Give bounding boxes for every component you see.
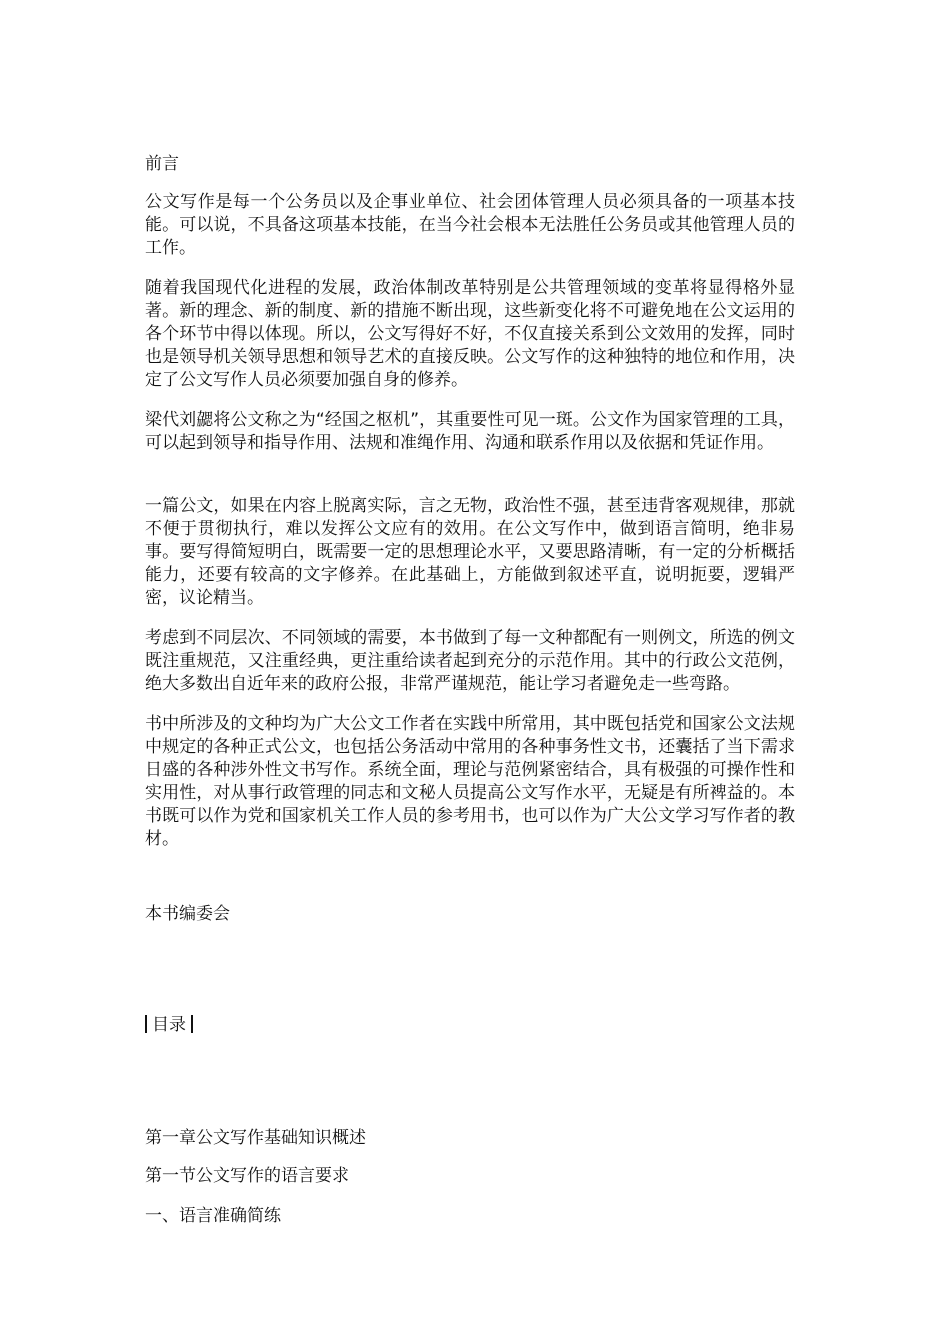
preface-title: 前言 bbox=[145, 154, 179, 174]
preface-paragraph-4: 一篇公文，如果在内容上脱离实际，言之无物，政治性不强，甚至违背客观规律，那就不便于贯彻执行，难以发挥公文应有的效用。在公文写作中，做到语言简明，绝非易事。要写得简短明白，既需要一定的思想理论水平，又要思路清晰，有一定的分析概括能力，还要有较高的文字修养。在此基础上，方能做到叙述平直，说明扼要，逻辑严密，议论精当。 bbox=[145, 496, 795, 608]
section-title: 第一节公文写作的语言要求 bbox=[145, 1166, 349, 1186]
preface-paragraph-3: 梁代刘勰将公文称之为“经国之枢机”，其重要性可见一斑。公文作为国家管理的工具，可以起到领导和指导作用、法规和准绳作用、沟通和联系作用以及依据和凭证作用。 bbox=[145, 410, 795, 453]
toc-label: 目录 bbox=[152, 1015, 186, 1035]
preface-paragraph-5: 考虑到不同层次、不同领域的需要，本书做到了每一文种都配有一则例文，所选的例文既注重规范，又注重经典，更注重给读者起到充分的示范作用。其中的行政公文范例，绝大多数出自近年来的政府公报，非常严谨规范，能让学习者避免走一些弯路。 bbox=[145, 628, 795, 694]
toc-left-bar bbox=[145, 1015, 147, 1033]
editorial-board-signature: 本书编委会 bbox=[145, 904, 230, 924]
toc-right-bar bbox=[191, 1015, 193, 1033]
chapter-title: 第一章公文写作基础知识概述 bbox=[145, 1128, 366, 1148]
subsection-title: 一、语言准确简练 bbox=[145, 1206, 281, 1226]
preface-paragraph-2: 随着我国现代化进程的发展，政治体制改革特别是公共管理领域的变革将显得格外显著。新的理念、新的制度、新的措施不断出现，这些新变化将不可避免地在公文运用的各个环节中得以体现。所以，公文写得好不好，不仅直接关系到公文效用的发挥，同时也是领导机关领导思想和领导艺术的直接反映。公文写作的这种独特的地位和作用，决定了公文写作人员必须要加强自身的修养。 bbox=[145, 278, 795, 390]
preface-paragraph-1: 公文写作是每一个公务员以及企事业单位、社会团体管理人员必须具备的一项基本技能。可以说，不具备这项基本技能，在当今社会根本无法胜任公务员或其他管理人员的工作。 bbox=[145, 192, 795, 258]
preface-paragraph-6: 书中所涉及的文种均为广大公文工作者在实践中所常用，其中既包括党和国家公文法规中规定的各种正式公文，也包括公务活动中常用的各种事务性文书，还囊括了当下需求日盛的各种涉外性文书写作。系统全面，理论与范例紧密结合，具有极强的可操作性和实用性，对从事行政管理的同志和文秘人员提高公文写作水平，无疑是有所裨益的。本书既可以作为党和国家机关工作人员的参考用书，也可以作为广大公文学习写作者的教材。 bbox=[145, 714, 795, 849]
toc-heading bbox=[145, 1014, 193, 1037]
